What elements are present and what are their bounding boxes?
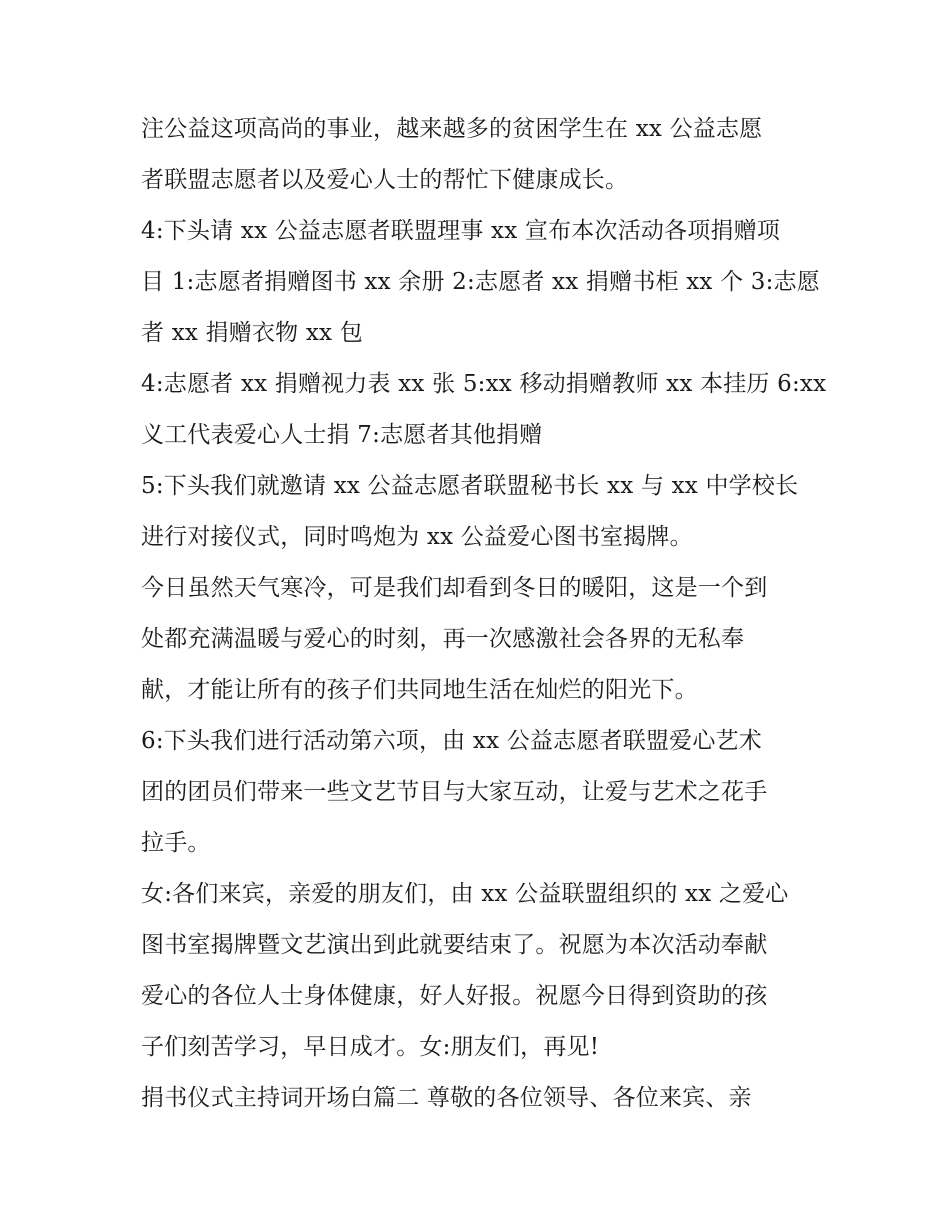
text-line: 目 1:志愿者捐赠图书 xx 余册 2:志愿者 xx 捐赠书柜 xx 个 3:志愿 bbox=[141, 269, 820, 295]
text-line: 子们刻苦学习，早日成才。女:朋友们，再见! bbox=[141, 1034, 600, 1060]
document-body bbox=[141, 104, 827, 1124]
text-line: 女:各们来宾，亲爱的朋友们，由 xx 公益联盟组织的 xx 之爱心 bbox=[141, 881, 789, 907]
text-line: 4:志愿者 xx 捐赠视力表 xx 张 5:xx 移动捐赠教师 xx 本挂历 6:xx bbox=[141, 371, 827, 397]
text-line: 6:下头我们进行活动第六项，由 xx 公益志愿者联盟爱心艺术 bbox=[141, 728, 762, 754]
text-line: 者 xx 捐赠衣物 xx 包 bbox=[141, 320, 363, 346]
text-line: 图书室揭牌暨文艺演出到此就要结束了。祝愿为本次活动奉献 bbox=[141, 932, 768, 958]
text-line: 团的团员们带来一些文艺节目与大家互动，让爱与艺术之花手 bbox=[141, 779, 768, 805]
text-line: 拉手。 bbox=[141, 830, 211, 856]
text-line: 捐书仪式主持词开场白篇二 尊敬的各位领导、各位来宾、亲 bbox=[141, 1085, 752, 1111]
text-line: 今日虽然天气寒冷，可是我们却看到冬日的暖阳，这是一个到 bbox=[141, 575, 768, 601]
text-line: 爱心的各位人士身体健康，好人好报。祝愿今日得到资助的孩 bbox=[141, 983, 768, 1009]
text-line: 处都充满温暖与爱心的时刻，再一次感激社会各界的无私奉 bbox=[141, 626, 745, 652]
text-line: 注公益这项高尚的事业，越来越多的贫困学生在 xx 公益志愿 bbox=[141, 116, 763, 142]
text-line: 者联盟志愿者以及爱心人士的帮忙下健康成长。 bbox=[141, 167, 629, 193]
text-line: 献，才能让所有的孩子们共同地生活在灿烂的阳光下。 bbox=[141, 677, 698, 703]
text-line: 4:下头请 xx 公益志愿者联盟理事 xx 宣布本次活动各项捐赠项 bbox=[141, 218, 781, 244]
text-line: 5:下头我们就邀请 xx 公益志愿者联盟秘书长 xx 与 xx 中学校长 bbox=[141, 473, 799, 499]
text-line: 进行对接仪式，同时鸣炮为 xx 公益爱心图书室揭牌。 bbox=[141, 524, 693, 550]
text-line: 义工代表爱心人士捐 7:志愿者其他捐赠 bbox=[141, 422, 543, 448]
